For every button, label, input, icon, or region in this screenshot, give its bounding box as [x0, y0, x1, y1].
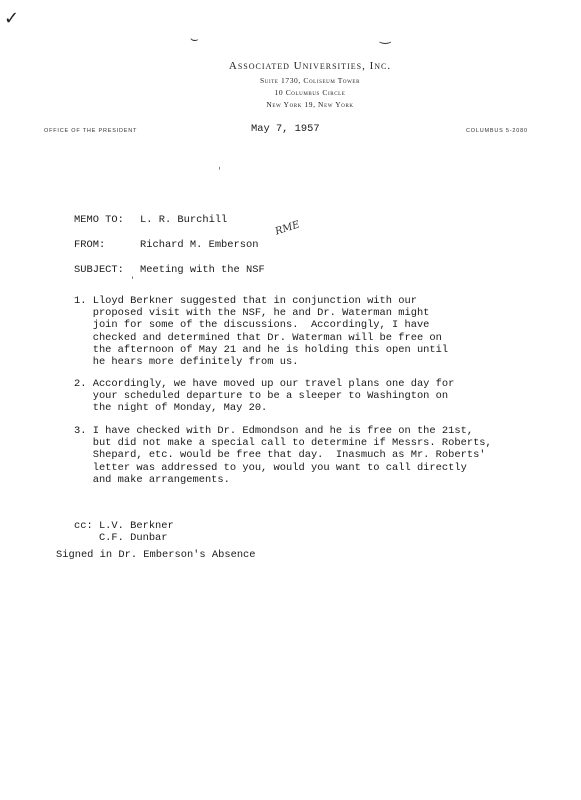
- stray-mark: ˌ: [218, 160, 221, 171]
- letterhead-organization: Associated Universities, Inc.: [228, 60, 392, 72]
- office-label: OFFICE OF THE PRESIDENT: [44, 128, 138, 134]
- body-paragraph-1: 1. Lloyd Berkner suggested that in conjunction with our proposed visit with the NSF, he and Dr. Waterman might join for some of the discussions. Accordingly, I have checked and determined that Dr. Waterman will be free on the afternoon of May 21 and he is holding this open until he hears more definitely from us.: [74, 295, 449, 369]
- letter-date: May 7, 1957: [251, 123, 320, 135]
- letterhead-address-line: Suite 1730, Coliseum Tower: [259, 76, 361, 85]
- letterhead-address-line: 10 Columbus Circle: [274, 88, 346, 97]
- stray-mark: ‿: [380, 30, 391, 45]
- signed-note: Signed in Dr. Emberson's Absence: [56, 549, 256, 561]
- phone-number: COLUMBUS 5-2080: [466, 128, 528, 134]
- stray-mark: ˈ: [131, 276, 134, 287]
- memo-to-value: L. R. Burchill: [140, 214, 228, 226]
- body-paragraph-2: 2. Accordingly, we have moved up our travel plans one day for your scheduled departure to be a sleeper to Washington on the night of Monday, May 20.: [74, 378, 455, 415]
- memo-from-label: FROM:: [74, 239, 106, 251]
- memo-subject-value: Meeting with the NSF: [140, 264, 265, 276]
- cc-list: cc: L.V. Berkner C.F. Dunbar: [74, 520, 174, 545]
- memo-from-value: Richard M. Emberson: [140, 239, 259, 251]
- handwritten-initials: RME: [273, 219, 302, 238]
- letterhead-address-line: New York 19, New York: [266, 100, 354, 109]
- checkmark-annotation: ✓: [4, 8, 20, 29]
- memo-to-label: MEMO TO:: [74, 214, 124, 226]
- memo-subject-label: SUBJECT:: [74, 264, 124, 276]
- stray-mark: ⌣: [188, 31, 200, 48]
- body-paragraph-3: 3. I have checked with Dr. Edmondson and he is free on the 21st, but did not make a special call to determine if Messrs. Roberts, Shepard, etc. would be free that day. Inasmuch as Mr. Roberts' letter was addressed to you, would you want to call directly and make arrangements.: [74, 425, 492, 486]
